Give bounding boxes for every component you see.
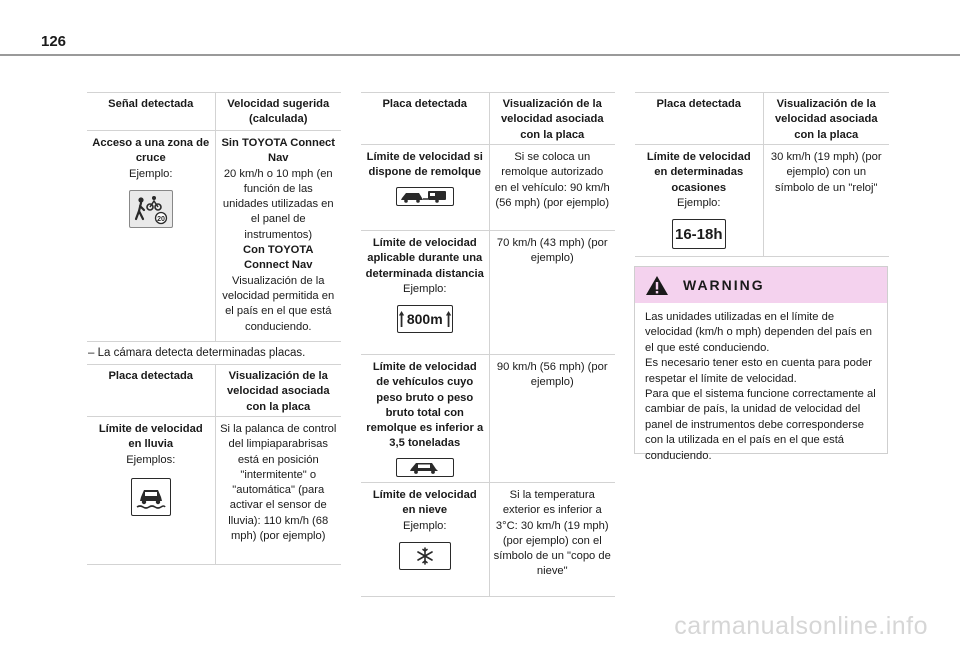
table-row-snow-speed: Si la temperatura exterior es inferior a 3°C: 30 km/h (19 mph) (por ejemplo) con el símbolo de un "copo de nieve" (489, 483, 615, 597)
table-row-time (635, 145, 763, 257)
row-label: Límite de velocidad aplicable durante una determinada distancia (365, 237, 484, 280)
with-nav-heading: Con TOYOTA Connect Nav (243, 244, 314, 272)
snowflake-sign-icon (399, 542, 451, 570)
pedestrian-crossing-sign-icon (129, 190, 173, 228)
distance-sign-icon (397, 305, 453, 333)
row-label: Límite de velocidad en lluvia (98, 423, 203, 451)
table-row-distance (361, 231, 489, 355)
row-label: Límite de velocidad si dispone de remolque (366, 151, 483, 179)
warning-title: WARNING (683, 277, 765, 293)
col-header-display: Visualización de la velocidad asociada con la placa (215, 365, 341, 417)
table-row-crossing (87, 131, 215, 342)
warning-triangle-icon (645, 275, 669, 296)
time-plates-table (635, 92, 889, 257)
detected-signs-table (87, 92, 341, 342)
col-header-display: Visualización de la velocidad asociada con la placa (489, 93, 615, 145)
no-nav-heading: Sin TOYOTA Connect Nav (221, 137, 336, 165)
warning-header (635, 267, 887, 303)
arrow-up-icon (398, 309, 405, 329)
watermark: carmanualsonline.info (674, 612, 928, 640)
table-row-trailer (361, 145, 489, 231)
car-with-trailer-sign-icon (396, 187, 454, 206)
time-sign-text: 16-18h (674, 225, 723, 243)
row-example-label: Ejemplo: (402, 519, 447, 532)
no-nav-text: 20 km/h o 10 mph (en función de las unidades utilizadas en el panel de instrumentos) (222, 167, 334, 241)
arrow-up-icon (445, 309, 452, 329)
with-nav-text: Visualización de la velocidad permitida en el país en el que está conduciendo. (222, 274, 335, 333)
table-row-time-speed: 30 km/h (19 mph) (por ejemplo) con un símbolo de un "reloj" (763, 145, 889, 257)
col-header-display: Visualización de la velocidad asociada con la placa (763, 93, 889, 145)
row-example-label: Ejemplo: (402, 282, 447, 295)
col-header-plate: Placa detectada (87, 365, 215, 417)
warning-box (634, 266, 888, 462)
row-label: Límite de velocidad en determinadas ocasiones (646, 151, 751, 194)
col-header-plate: Placa detectada (361, 93, 489, 145)
table-row-crossing-speed (215, 131, 341, 342)
warning-paragraph: Es necesario tener esto en cuenta para poder respetar el límite de velocidad. (645, 357, 873, 385)
warning-paragraph: Para que el sistema funcione correctamente al cambiar de país, la unidad de velocidad del panel de instrumentos debe corresponderse con la utilizada en el país en el que está conduciendo. (645, 388, 876, 462)
distance-sign-text: 800m (406, 310, 443, 327)
table-row-rain-speed: Si la palanca de control del limpiaparabrisas está en posición "intermitente" o "automática" (para activar el sensor de lluvia): 110 km/h (68 mph) (por ejemplo) (215, 417, 341, 565)
special-plates-table (361, 92, 615, 597)
warning-body (635, 303, 887, 464)
camera-note: – La cámara detecta determinadas placas. (88, 347, 306, 359)
row-label: Acceso a una zona de cruce (92, 137, 210, 165)
rain-car-sign-icon (131, 478, 171, 516)
table-row-rain (87, 417, 215, 565)
table-row-weight (361, 355, 489, 483)
col-header-speed: Velocidad sugerida (calculada) (215, 93, 341, 131)
warning-paragraph: Las unidades utilizadas en el límite de velocidad (km/h o mph) dependen del país en el que esté conduciendo. (645, 311, 873, 354)
table-row-distance-speed: 70 km/h (43 mph) (por ejemplo) (489, 231, 615, 355)
table-row-snow (361, 483, 489, 597)
row-label: Límite de velocidad de vehículos cuyo peso bruto o peso bruto total con remolque es inferior a 3,5 toneladas (366, 361, 484, 450)
col-header-plate: Placa detectada (635, 93, 763, 145)
rain-plates-table (87, 364, 341, 565)
svg-text:20: 20 (156, 215, 165, 223)
row-example-label: Ejemplo: (128, 167, 173, 180)
snowflake-icon (415, 546, 435, 566)
car-sign-icon (396, 458, 454, 477)
table-row-weight-speed: 90 km/h (56 mph) (por ejemplo) (489, 355, 615, 483)
table-row-trailer-speed: Si se coloca un remolque autorizado en el vehículo: 90 km/h (56 mph) (por ejemplo) (489, 145, 615, 231)
col-header-sign: Señal detectada (87, 93, 215, 131)
row-example-label: Ejemplos: (126, 453, 176, 466)
row-label: Límite de velocidad en nieve (372, 489, 477, 517)
row-example-label: Ejemplo: (676, 196, 721, 209)
page-number: 126 (41, 33, 67, 50)
header-divider (0, 54, 960, 56)
time-sign-icon (672, 219, 726, 249)
